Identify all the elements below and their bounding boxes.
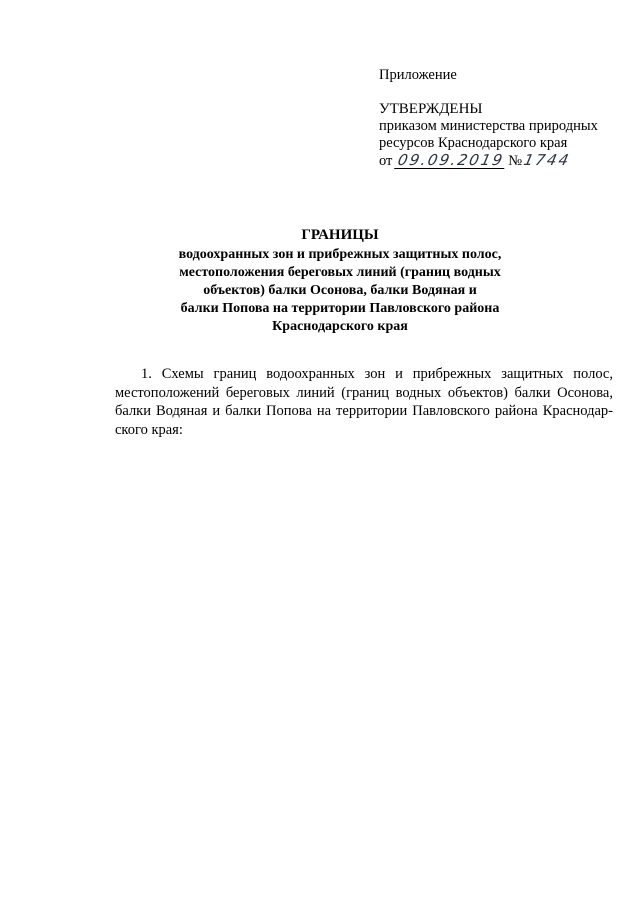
handwritten-number: 1744 [522,151,573,169]
approval-block [379,67,598,170]
paragraph-line-2: местоположений береговых линий (границ водных объектов) балки Осонова, [115,384,613,401]
handwritten-date: 09.09.2019 [396,151,507,169]
title-line-4: балки Попова на территории Павловского района [180,301,500,316]
paragraph-line-4: ского края: [115,421,183,438]
title-heading: ГРАНИЦЫ [301,227,379,243]
title-line-5: Краснодарского края [272,319,408,334]
signature-row [379,152,598,170]
order-line-1: приказом министерства природных [379,118,598,134]
appendix-label: Приложение [379,67,457,83]
title-line-2: местоположения береговых линий (границ водных [179,265,501,280]
body-paragraph [115,365,613,439]
from-label: от [379,153,393,169]
title-line-1: водоохранных зон и прибрежных защитных полос, [178,247,502,262]
paragraph-line-3: балки Водяная и балки Попова на территории Павловского района Краснодар- [115,403,613,419]
paragraph-line-1: 1. Схемы границ водоохранных зон и прибрежных защитных полос, [141,366,613,382]
title-line-3: объектов) балки Осонова, балки Водяная и [203,283,477,298]
order-line-2: ресурсов Краснодарского края [379,135,568,151]
approved-label: УТВЕРЖДЕНЫ [379,101,483,117]
document-title [120,226,560,336]
number-sign: № [508,153,523,169]
